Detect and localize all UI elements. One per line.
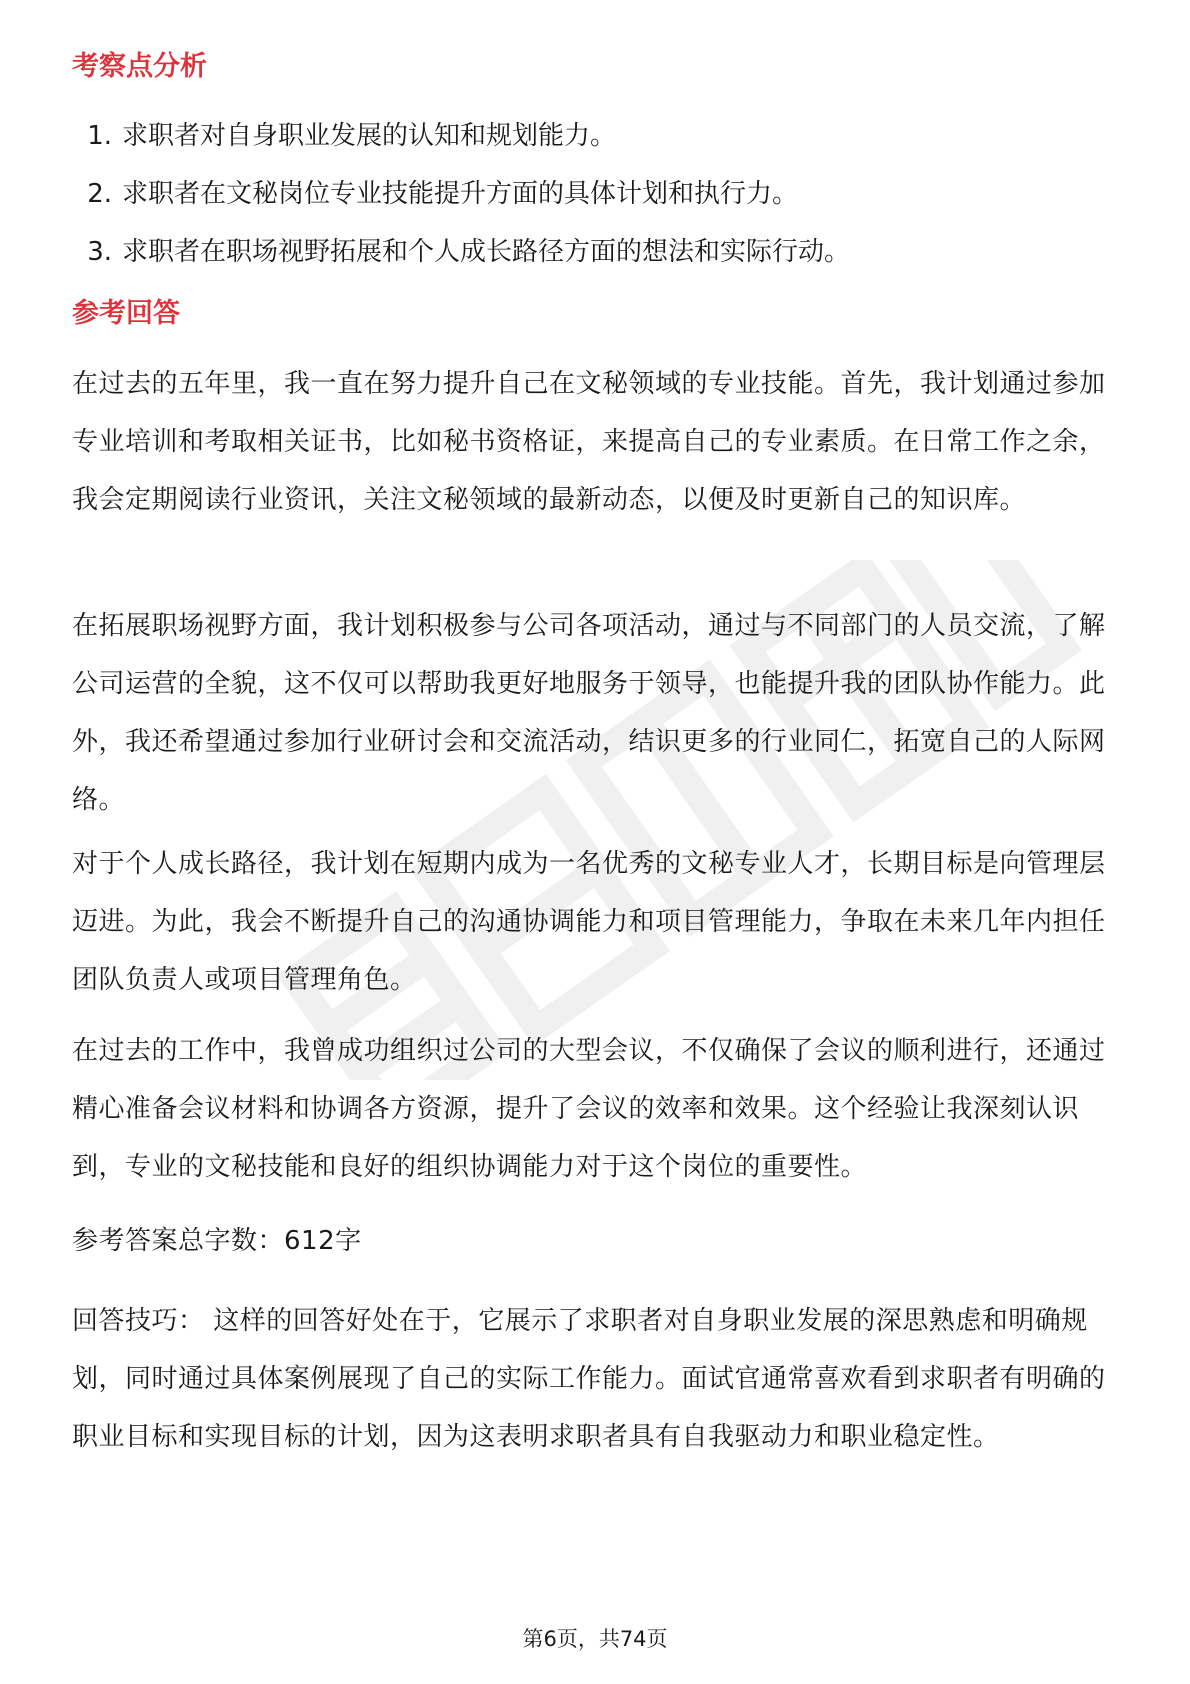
answer-paragraph: 对于个人成长路径，我计划在短期内成为一名优秀的文秘专业人才，长期目标是向管理层迈进。为此，我会不断提升自己的沟通协调能力和项目管理能力，争取在未来几年内担任团队负责人或项目管理角色。 (72, 849, 1106, 995)
list-item (72, 176, 1132, 212)
page-number: 第6页，共74页 (522, 1627, 668, 1651)
answer-tips: 回答技巧： 这样的回答好处在于，它展示了求职者对自身职业发展的深思熟虑和明确规划，同时通过具体案例展现了自己的实际工作能力。面试官通常喜欢看到求职者有明确的职业目标和实现目标的计划，因为这表明求职者具有自我驱动力和职业稳定性。 (72, 1306, 1106, 1452)
answer-heading: 参考回答 (72, 298, 180, 329)
answer-paragraph: 在拓展职场视野方面，我计划积极参与公司各项活动，通过与不同部门的人员交流，了解公司运营的全貌，这不仅可以帮助我更好地服务于领导，也能提升我的团队协作能力。此外，我还希望通过参加行业研讨会和交流活动，结识更多的行业同仁，拓宽自己的人际网络。 (72, 611, 1106, 815)
analysis-list (72, 118, 1132, 292)
list-item-number: 1. (87, 121, 112, 151)
list-item-number: 2. (87, 179, 112, 209)
list-item (72, 118, 1132, 154)
list-item-number: 3. (87, 237, 112, 267)
analysis-heading: 考察点分析 (72, 51, 207, 82)
word-count: 参考答案总字数：612字 (72, 1226, 362, 1256)
list-item-text: 求职者对自身职业发展的认知和规划能力。 (122, 121, 617, 151)
answer-paragraph: 在过去的工作中，我曾成功组织过公司的大型会议，不仅确保了会议的顺利进行，还通过精心准备会议材料和协调各方资源，提升了会议的效率和效果。这个经验让我深刻认识到，专业的文秘技能和良好的组织协调能力对于这个岗位的重要性。 (72, 1036, 1106, 1182)
answer-paragraph: 在过去的五年里，我一直在努力提升自己在文秘领域的专业技能。首先，我计划通过参加专业培训和考取相关证书，比如秘书资格证，来提高自己的专业素质。在日常工作之余，我会定期阅读行业资讯，关注文秘领域的最新动态，以便及时更新自己的知识库。 (72, 369, 1106, 515)
list-item-text: 求职者在文秘岗位专业技能提升方面的具体计划和执行力。 (122, 179, 799, 209)
list-item (72, 234, 1132, 270)
list-item-text: 求职者在职场视野拓展和个人成长路径方面的想法和实际行动。 (122, 237, 851, 267)
